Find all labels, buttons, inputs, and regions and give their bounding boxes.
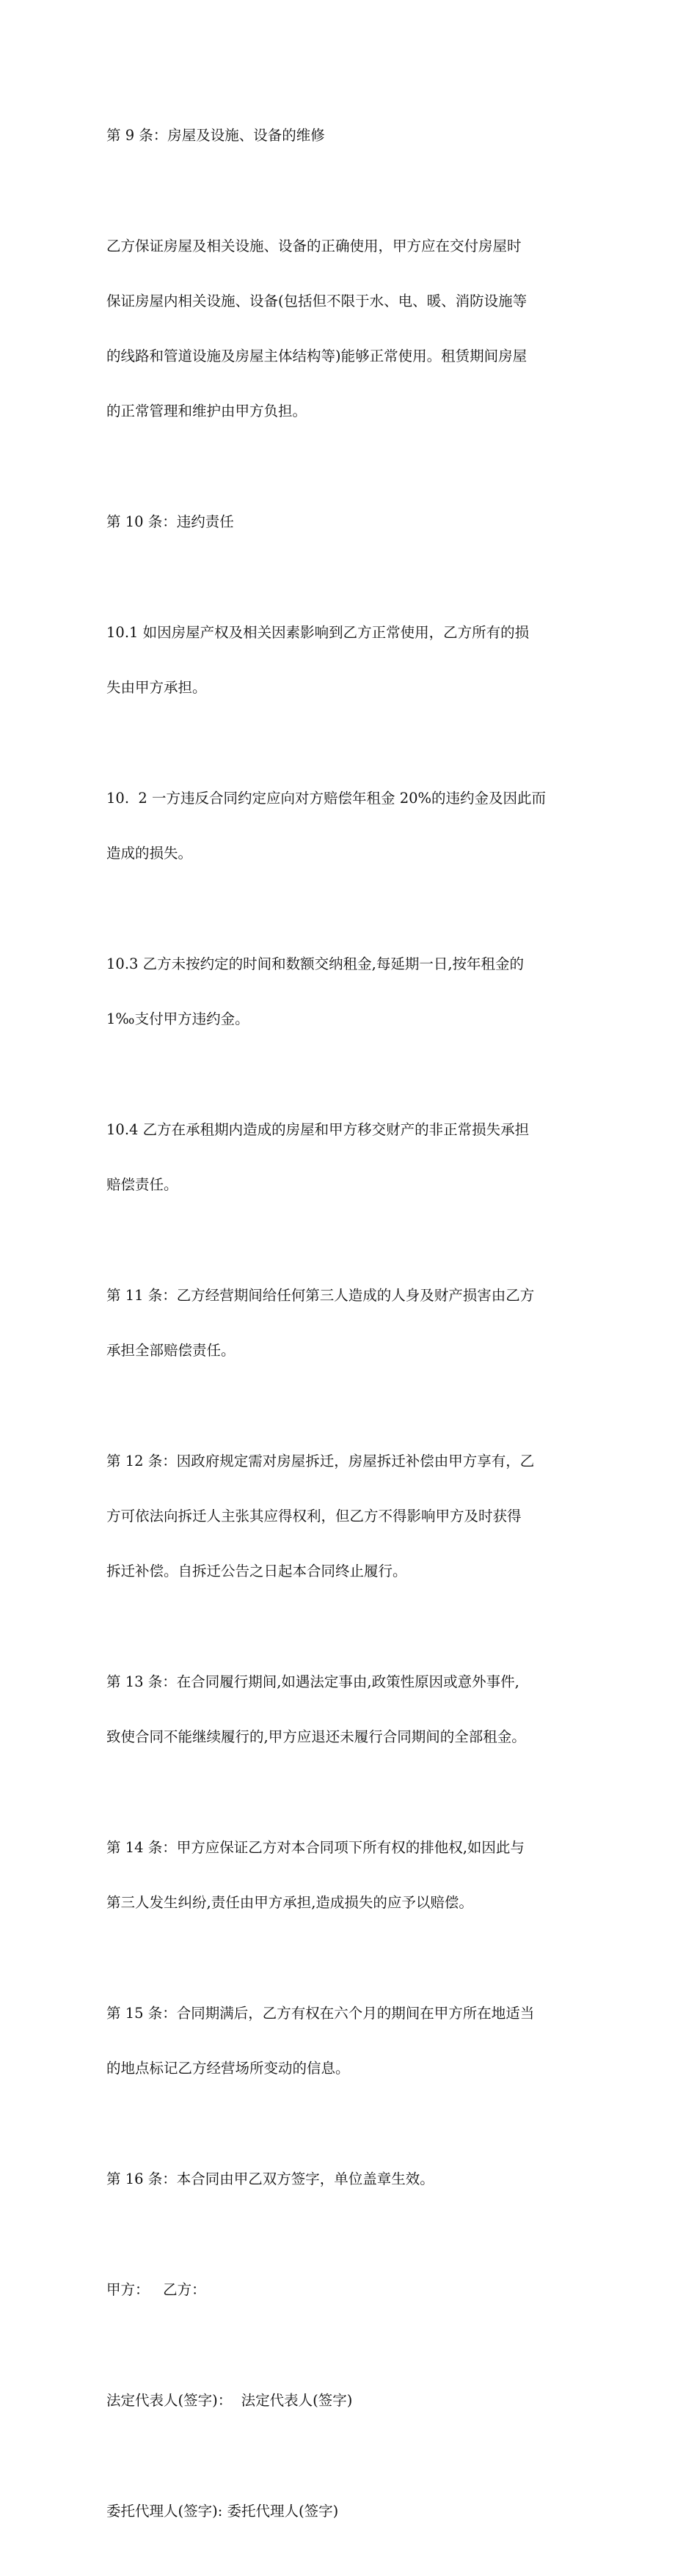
text-line: 法定代表人(签字)： 法定代表人(签字) bbox=[106, 2392, 353, 2409]
text-line: 致使合同不能继续履行的,甲方应退还未履行合同期间的全部租金。 bbox=[106, 1728, 526, 1745]
text-line: 甲方： 乙方： bbox=[106, 2281, 206, 2298]
text-line: 失由甲方承担。 bbox=[106, 679, 207, 696]
text-line: 方可依法向拆迁人主张其应得权利，但乙方不得影响甲方及时获得 bbox=[106, 1508, 522, 1524]
text-line: 第 11 条：乙方经营期间给任何第三人造成的人身及财产损害由乙方 bbox=[106, 1287, 535, 1304]
text-line: 委托代理人(签字): 委托代理人(签字) bbox=[106, 2503, 339, 2520]
text-line: 的线路和管道设施及房屋主体结构等)能够正常使用。租赁期间房屋 bbox=[106, 348, 528, 364]
text-line: 的正常管理和维护由甲方负担。 bbox=[106, 403, 307, 419]
clause-10-2 bbox=[106, 752, 594, 899]
text-line: 第 16 条：本合同由甲乙双方签字，单位盖章生效。 bbox=[106, 2170, 434, 2187]
signature-legal-representative bbox=[106, 2355, 594, 2446]
clause-12 bbox=[106, 1415, 594, 1617]
text-line: 10. 2 一方违反合同约定应向对方赔偿年租金 20%的违约金及因此而 bbox=[106, 790, 547, 807]
text-line: 乙方保证房屋及相关设施、设备的正确使用，甲方应在交付房屋时 bbox=[106, 238, 522, 254]
clause-10-heading bbox=[106, 476, 594, 568]
clause-10-4 bbox=[106, 1084, 594, 1230]
clause-15 bbox=[106, 1967, 594, 2114]
text-line: 的地点标记乙方经营场所变动的信息。 bbox=[106, 2060, 350, 2077]
document-body bbox=[106, 89, 594, 2576]
clause-16 bbox=[106, 2133, 594, 2225]
clause-11 bbox=[106, 1250, 594, 1396]
clause-14 bbox=[106, 1802, 594, 1948]
text-line: 第 13 条：在合同履行期间,如遇法定事由,政策性原因或意外事件, bbox=[106, 1673, 519, 1690]
text-line: 10.4 乙方在承租期内造成的房屋和甲方移交财产的非正常损失承担 bbox=[106, 1121, 530, 1138]
text-line: 赔偿责任。 bbox=[106, 1176, 178, 1193]
clause-9-heading bbox=[106, 89, 594, 181]
text-line: 承担全部赔偿责任。 bbox=[106, 1342, 236, 1359]
clause-9-body bbox=[106, 200, 594, 457]
signature-authorized-agent bbox=[106, 2465, 594, 2557]
clause-10-1 bbox=[106, 587, 594, 733]
text-line: 第三人发生纠纷,责任由甲方承担,造成损失的应予以赔偿。 bbox=[106, 1894, 473, 1911]
text-line: 10.3 乙方未按约定的时间和数额交纳租金,每延期一日,按年租金的 bbox=[106, 955, 525, 972]
text-line: 第 10 条：违约责任 bbox=[106, 513, 234, 530]
text-line: 第 12 条：因政府规定需对房屋拆迁，房屋拆迁补偿由甲方享有，乙 bbox=[106, 1453, 535, 1469]
signature-parties bbox=[106, 2244, 594, 2335]
text-line: 拆迁补偿。自拆迁公告之日起本合同终止履行。 bbox=[106, 1563, 407, 1579]
text-line: 第 15 条：合同期满后，乙方有权在六个月的期间在甲方所在地适当 bbox=[106, 2005, 535, 2022]
text-line: 第 9 条：房屋及设施、设备的维修 bbox=[106, 127, 325, 144]
text-line: 1‰支付甲方违约金。 bbox=[106, 1010, 249, 1027]
clause-10-3 bbox=[106, 918, 594, 1065]
text-line: 第 14 条：甲方应保证乙方对本合同项下所有权的排他权,如因此与 bbox=[106, 1839, 525, 1856]
text-line: 10.1 如因房屋产权及相关因素影响到乙方正常使用，乙方所有的损 bbox=[106, 624, 530, 641]
clause-13 bbox=[106, 1636, 594, 1783]
text-line: 保证房屋内相关设施、设备(包括但不限于水、电、暖、消防设施等 bbox=[106, 293, 528, 309]
text-line: 造成的损失。 bbox=[106, 845, 193, 862]
